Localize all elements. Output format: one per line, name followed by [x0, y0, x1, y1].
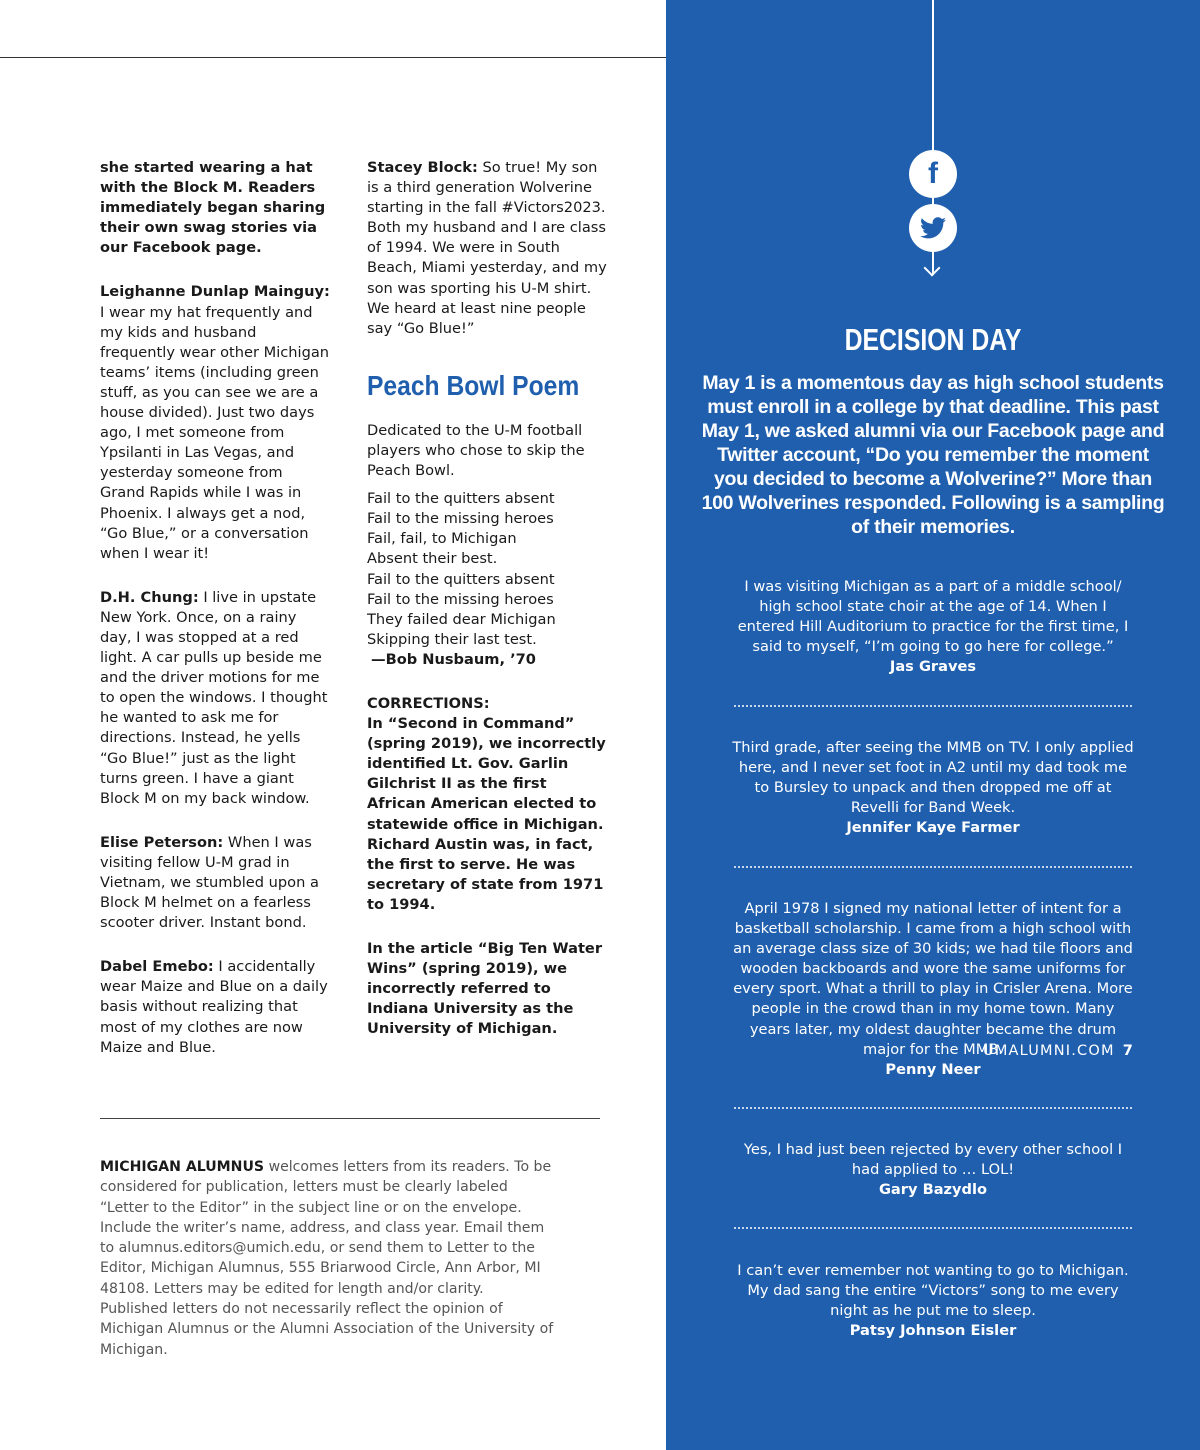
letter-text: I live in upstate New York. Once, on a rainy day, I was stopped at a red light. A car pulls up beside me and the driver motions for me to open the windows. I thought he wanted to ask me for directions. Instead, he yells “Go Blue!” just as the light turns green. I have a giant Block M on my back window.	[100, 588, 328, 807]
letter-text: I accidentally wear Maize and Blue on a daily basis without realizing that most of my clothes are now Maize and Blue.	[100, 958, 328, 1056]
dotted-divider	[734, 705, 1132, 707]
quote-text: Yes, I had just been rejected by every other school I had applied to … LOL!	[743, 1141, 1123, 1179]
poem-title: Peach Bowl Poem	[367, 369, 580, 401]
letter	[100, 833, 332, 933]
poem-line: Skipping their last test.	[367, 630, 537, 648]
poem-line: They failed dear Michigan	[367, 610, 556, 628]
magazine-name: MICHIGAN ALUMNUS	[100, 1159, 265, 1175]
poem-author: —Bob Nusbaum, ’70	[371, 650, 536, 668]
corrections-heading: CORRECTIONS:	[367, 694, 490, 712]
quote-text: Third grade, after seeing the MMB on TV. I only applied here, and I never set foot in A2 until my dad took me to Bursley to unpack and then dropped me off at Revelli for Band Week.	[732, 739, 1134, 817]
letter-text: I wear my hat frequently and my kids and husband frequently wear other Michigan teams’ items (including green stuff, as you can see we are a house divided). Just two days ago, I met someone from Ypsilanti in Las Vegas, and yesterday someone from Grand Rapids while I was in Phoenix. I always get a nod, “Go Blue,” or a conversation when I wear it!	[100, 303, 330, 562]
quote	[732, 1261, 1134, 1341]
quote	[732, 738, 1134, 838]
decision-day-panel	[666, 0, 1200, 1450]
letters-policy	[100, 1157, 555, 1360]
twitter-icon[interactable]	[909, 204, 957, 252]
poem-dedication: Dedicated to the U-M football players who chose to skip the Peach Bowl.	[367, 421, 585, 480]
letter-author: Stacey Block:	[367, 159, 478, 176]
quote	[732, 1140, 1134, 1200]
poem-line: Fail to the quitters absent	[367, 570, 555, 588]
quote-author: Gary Bazydlo	[878, 1181, 988, 1199]
quote-text: I can’t ever remember not wanting to go to Michigan. My dad sang the entire “Victors” song to me every night as he put me to sleep.	[737, 1262, 1129, 1320]
poem-line: Fail to the missing heroes	[367, 590, 554, 608]
site-url[interactable]: UMALUMNI.COM	[983, 1043, 1115, 1059]
quote-text: April 1978 I signed my national letter of intent for a basketball scholarship. I came from a high school with an average class size of 30 kids; we had tile floors and wooden backboards and wore the same uniforms for every sport. What a thrill to play in Crisler Arena. More people in the crowd than in my home town. Many years later, my oldest daughter became the drum major for the MMB.	[733, 900, 1133, 1058]
page-number: 7	[1122, 1043, 1133, 1059]
poem-line: Fail to the quitters absent	[367, 490, 555, 508]
quote-author: Jas Graves	[889, 658, 977, 676]
letter-author: Dabel Emebo:	[100, 958, 214, 976]
footer-rule	[100, 1118, 600, 1119]
top-rule	[0, 57, 666, 58]
letter-author: D.H. Chung:	[100, 588, 199, 606]
intro-paragraph: she started wearing a hat with the Block M. Readers immediately began sharing their own swag stories via our Facebook page.	[100, 159, 326, 257]
correction-item: In the article “Big Ten Water Wins” (spring 2019), we incorrectly referred to Indiana University as the University of Michigan.	[367, 940, 603, 1038]
dotted-divider	[734, 866, 1132, 868]
quote	[732, 577, 1134, 677]
dotted-divider	[734, 1227, 1132, 1229]
letter-author: Elise Peterson:	[100, 833, 224, 851]
middle-column	[367, 158, 607, 1039]
quote-author: Penny Neer	[885, 1060, 981, 1078]
poem-body	[367, 489, 607, 670]
poem-line: Fail, fail, to Michigan	[367, 530, 517, 548]
panel-intro: May 1 is a momentous day as high school students must enroll in a college by that deadline. This past May 1, we asked alumni via our Facebook page and Twitter account, “Do you remember the moment you decided to become a Wolverine?” More than 100 Wolverines responded. Following is a sampling of their memories.	[701, 372, 1165, 538]
dotted-divider	[734, 1107, 1132, 1109]
poem-line: Absent their best.	[367, 550, 498, 568]
quote-author: Jennifer Kaye Farmer	[846, 819, 1020, 837]
page-footer	[983, 1043, 1133, 1059]
quote-text: I was visiting Michigan as a part of a middle school/ high school state choir at the age of 14. When I entered Hill Auditorium to practice for the first time, I said to myself, “I’m going to go here for college.”	[737, 578, 1129, 656]
left-column	[100, 158, 332, 1058]
letter	[100, 588, 332, 809]
letter	[100, 957, 332, 1057]
quote-author: Patsy Johnson Eisler	[849, 1322, 1017, 1340]
letter-text: So true! My son is a third generation Wolverine starting in the fall #Victors2023. Both my husband and I are class of 1994. We were in South Beach, Miami yesterday, and my son was sporting his U-M shirt. We heard at least nine people say “Go Blue!”	[367, 159, 607, 337]
correction-item: In “Second in Command” (spring 2019), we incorrectly identified Lt. Gov. Garlin Gilchrist II as the first African American elected to statewide office in Michigan. Richard Austin was, in fact, the first to serve. He was secretary of state from 1971 to 1994.	[367, 715, 606, 913]
letter	[100, 282, 332, 563]
arrow-down-icon	[924, 260, 941, 277]
letter	[367, 158, 607, 339]
letter-author: Leighanne Dunlap Mainguy:	[100, 283, 330, 301]
corrections	[367, 694, 607, 915]
facebook-icon[interactable]: f	[909, 150, 957, 198]
letters-policy-text: welcomes letters from its readers. To be considered for publication, letters must be clearly labeled “Letter to the Editor” in the subject line or on the envelope. Include the writer’s name, address, and class year. Email them to alumnus.editors@umich.edu, or send them to Letter to the Editor, Michigan Alumnus, 555 Briarwood Circle, Ann Arbor, MI 48108. Letters may be edited for length and/or clarity. Published letters do not necessarily reflect the opinion of Michigan Alumnus or the Alumni Association of the University of Michigan.	[100, 1159, 554, 1358]
panel-title: DECISION DAY	[844, 322, 1022, 357]
letter-text: When I was visiting fellow U-M grad in Vietnam, we stumbled upon a Block M helmet on a fearless scooter driver. Instant bond.	[100, 833, 319, 932]
poem-line: Fail to the missing heroes	[367, 510, 554, 528]
